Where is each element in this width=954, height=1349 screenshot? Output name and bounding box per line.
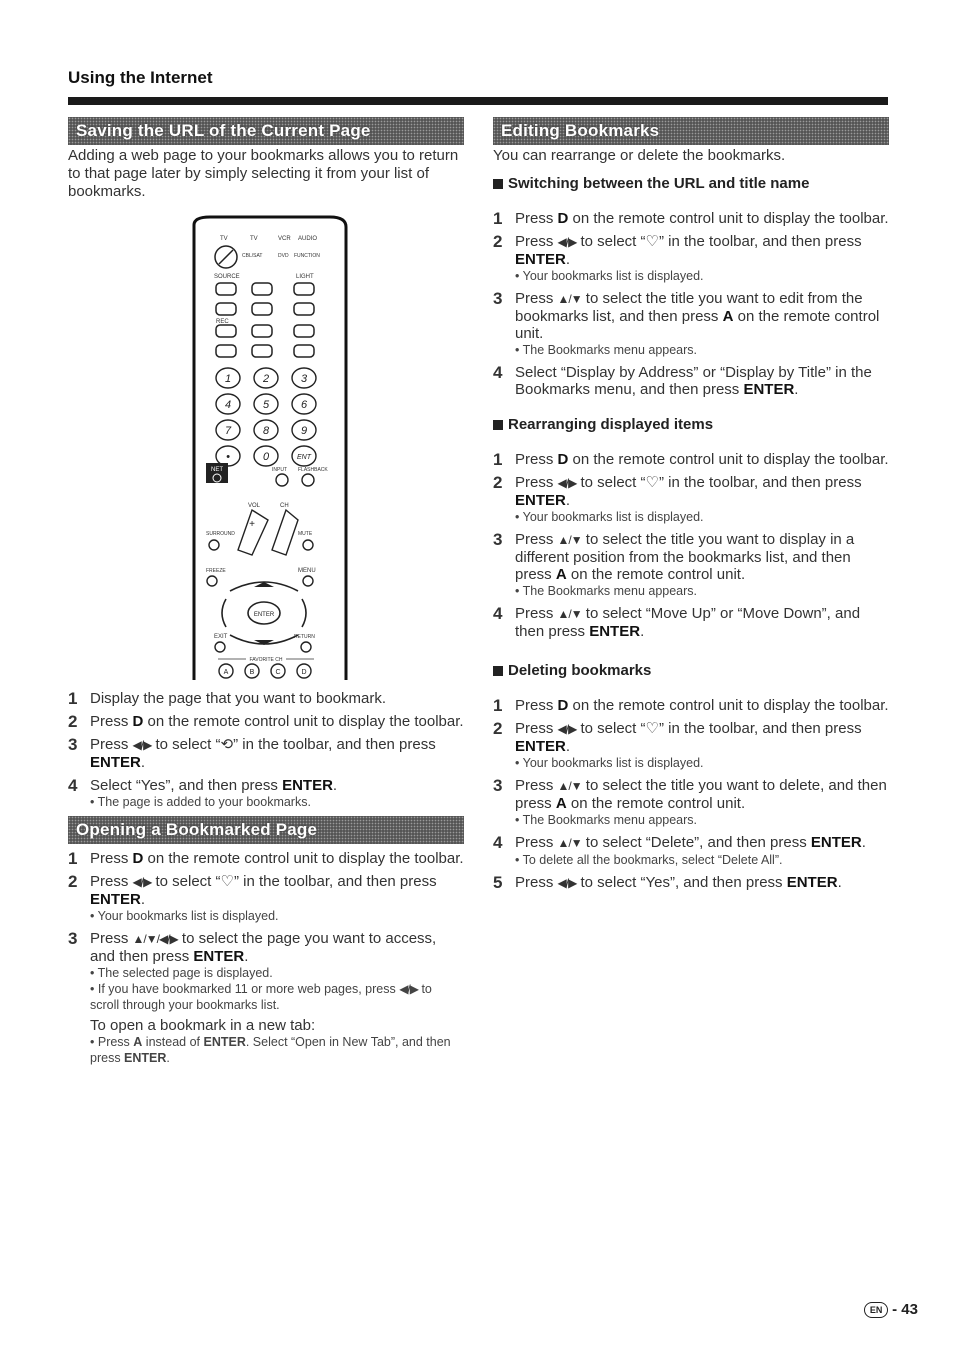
remote-label-function: FUNCTION (294, 253, 320, 259)
opening-note-3b: • If you have bookmarked 11 or more web pages, press ◀/▶ to scroll through your bookmarks list. (90, 981, 464, 1013)
arrow-left-right-icon: ◀/▶ (132, 738, 152, 752)
rearranging-step-1: 1 Press D on the remote control unit to display the toolbar. (493, 450, 889, 469)
page-footer (864, 1301, 918, 1318)
remote-digit-6: 6 (300, 399, 308, 411)
deleting-note-4: • To delete all the bookmarks, select “Delete All”. (515, 852, 889, 868)
rearranging-step-3: 3 Press ▲/▼ to select the title you want to display in a different position from the bookmarks list, and then press A on the remote control unit. (493, 530, 855, 583)
remote-label-tv1: TV (220, 236, 228, 242)
opening-note-2: • Your bookmarks list is displayed. (90, 908, 464, 924)
saving-step-2: 2 Press D on the remote control unit to display the toolbar. (68, 712, 464, 731)
switching-note-2: • Your bookmarks list is displayed. (515, 268, 889, 284)
saving-step-1: 1 Display the page that you want to bookmark. (68, 689, 387, 708)
saving-step-3: 3 Press ◀/▶ to select “⟲” in the toolbar, and then press ENTER. (68, 735, 436, 771)
remote-label-tv2: TV (250, 236, 258, 242)
remote-label-exit: EXIT (214, 634, 228, 640)
remote-label-source: SOURCE (214, 274, 240, 280)
remote-label-flashback: FLASHBACK (298, 467, 328, 473)
intro-saving: Adding a web page to your bookmarks allows you to return to that page later by simply selecting it from your list of bookmarks. (68, 147, 459, 200)
deleting-step-2: 2 Press ◀/▶ to select “♡” in the toolbar, and then press ENTER. (493, 719, 862, 755)
remote-label-ch: CH (280, 503, 289, 509)
bookmark-icon: ♡ (220, 873, 234, 890)
bookmark-icon: ♡ (645, 720, 659, 737)
rearranging-step-2: 2 Press ◀/▶ to select “♡” in the toolbar, and then press ENTER. (493, 473, 862, 509)
switching-step-4: 4 Select “Display by Address” or “Display by Title” in the Bookmarks menu, and then press ENTER. (493, 363, 872, 398)
remote-digit-9: 9 (300, 425, 308, 437)
remote-digit-2: 2 (262, 373, 270, 385)
deleting-step-5: 5 Press ◀/▶ to select “Yes”, and then press ENTER. (493, 873, 842, 892)
arrow-up-down-icon: ▲/▼ (557, 779, 582, 793)
switching-note-3: • The Bookmarks menu appears. (515, 342, 889, 358)
arrow-left-right-icon: ◀/▶ (557, 876, 577, 890)
rearranging-note-2: • Your bookmarks list is displayed. (515, 509, 889, 525)
right-column (493, 117, 889, 892)
arrow-up-down-icon: ▲/▼ (557, 533, 582, 547)
remote-label-vcr: VCR (278, 236, 291, 242)
switching-step-1: 1 Press D on the remote control unit to display the toolbar. (493, 209, 889, 228)
subheading-switching: Switching between the URL and title name (493, 175, 889, 192)
remote-label-input: INPUT (272, 467, 287, 473)
opening-step-3: 3 Press ▲/▼/◀/▶ to select the page you want to access, and then press ENTER. (68, 929, 437, 965)
remote-label-menu: MENU (298, 568, 316, 574)
remote-control-illustration (190, 215, 348, 680)
remote-net-button (206, 463, 228, 483)
remote-digit-4: 4 (224, 399, 232, 411)
bookmark-icon: ♡ (645, 474, 659, 491)
remote-digit-8: 8 (262, 425, 270, 437)
arrow-left-right-icon: ◀/▶ (399, 982, 418, 996)
subheading-deleting: Deleting bookmarks (493, 662, 889, 679)
switching-step-3: 3 Press ▲/▼ to select the title you want to edit from the bookmarks list, and then press A on the remote control unit. (493, 289, 880, 342)
arrow-up-down-icon: ▲/▼ (557, 836, 582, 850)
remote-label-vol: VOL (248, 503, 261, 509)
remote-button-b: B (249, 669, 255, 676)
remote-digit-7: 7 (224, 425, 232, 437)
saving-step-4: 4 Select “Yes”, and then press ENTER. (68, 776, 338, 795)
opening-step-1: 1 Press D on the remote control unit to display the toolbar. (68, 849, 464, 868)
remote-label-favorite-ch: FAVORITE CH (249, 657, 283, 663)
bookmark-icon: ♡ (645, 233, 659, 250)
arrow-left-right-icon: ◀/▶ (557, 235, 577, 249)
remote-digit-3: 3 (300, 373, 308, 385)
switching-step-2: 2 Press ◀/▶ to select “♡” in the toolbar, and then press ENTER. (493, 232, 862, 268)
remote-digit-0: 0 (262, 451, 270, 463)
section-title-editing-bookmarks: Editing Bookmarks (493, 117, 889, 145)
remote-label-surround: SURROUND (206, 531, 235, 537)
opening-note-3a: • The selected page is displayed. (90, 965, 464, 981)
deleting-note-3: • The Bookmarks menu appears. (515, 812, 889, 828)
remote-digit-1: 1 (224, 373, 232, 385)
left-column (68, 117, 464, 201)
remote-button-a: A (223, 669, 229, 676)
deleting-step-3: 3 Press ▲/▼ to select the title you want to delete, and then press A on the remote control unit. (493, 776, 887, 812)
new-tab-note: • Press A instead of ENTER. Select “Open in New Tab”, and then press ENTER. (90, 1034, 464, 1066)
opening-step-2: 2 Press ◀/▶ to select “♡” in the toolbar, and then press ENTER. (68, 872, 437, 908)
arrow-left-right-icon: ◀/▶ (132, 875, 152, 889)
saving-steps (68, 684, 464, 1066)
remote-label-return: RETURN (294, 634, 315, 640)
arrow-left-right-icon: ◀/▶ (557, 722, 577, 736)
remote-label-enter: ENTER (253, 612, 275, 618)
svg-text:+: + (249, 519, 255, 530)
page-header: Using the Internet (68, 68, 213, 87)
arrow-up-down-icon: ▲/▼ (557, 607, 582, 621)
deleting-note-2: • Your bookmarks list is displayed. (515, 755, 889, 771)
remote-label-mute: MUTE (298, 531, 313, 537)
arrow-all-directions-icon: ▲/▼/◀/▶ (132, 932, 178, 946)
subheading-rearranging: Rearranging displayed items (493, 416, 889, 433)
remote-label-light: LIGHT (296, 274, 314, 280)
remote-label-dvd: DVD (278, 253, 289, 259)
remote-digit-ent: ENT (297, 454, 311, 461)
arrow-left-right-icon: ◀/▶ (557, 476, 577, 490)
new-tab-heading: To open a bookmark in a new tab: (90, 1017, 316, 1034)
rearranging-note-3: • The Bookmarks menu appears. (515, 583, 889, 599)
remote-button-c: C (275, 669, 281, 676)
remote-digit-5: 5 (262, 399, 270, 411)
section-title-opening-bookmark: Opening a Bookmarked Page (68, 816, 464, 844)
arrow-up-down-icon: ▲/▼ (557, 292, 582, 306)
intro-editing: You can rearrange or delete the bookmarks. (493, 147, 786, 164)
remote-label-net: NET (211, 467, 223, 473)
square-bullet-icon (493, 666, 503, 676)
square-bullet-icon (493, 179, 503, 189)
deleting-step-1: 1 Press D on the remote control unit to display the toolbar. (493, 696, 889, 715)
rearranging-step-4: 4 Press ▲/▼ to select “Move Up” or “Move Down”, and then press ENTER. (493, 604, 861, 640)
section-title-saving-url: Saving the URL of the Current Page (68, 117, 464, 145)
header-rule (68, 97, 888, 105)
remote-label-audio: AUDIO (298, 236, 318, 242)
remote-label-rec: REC (216, 319, 229, 325)
square-bullet-icon (493, 420, 503, 430)
remote-label-cblsat: CBL/SAT (242, 253, 263, 259)
page-number: - 43 (892, 1301, 918, 1318)
deleting-step-4: 4 Press ▲/▼ to select “Delete”, and then press ENTER. (493, 833, 866, 852)
remote-digit-dot: • (226, 451, 230, 463)
saving-note-4: • The page is added to your bookmarks. (90, 794, 464, 810)
bookmark-add-icon: ⟲ (220, 736, 234, 753)
remote-button-d: D (301, 669, 307, 676)
remote-label-freeze: FREEZE (206, 568, 226, 574)
language-badge-icon: EN (864, 1302, 888, 1318)
